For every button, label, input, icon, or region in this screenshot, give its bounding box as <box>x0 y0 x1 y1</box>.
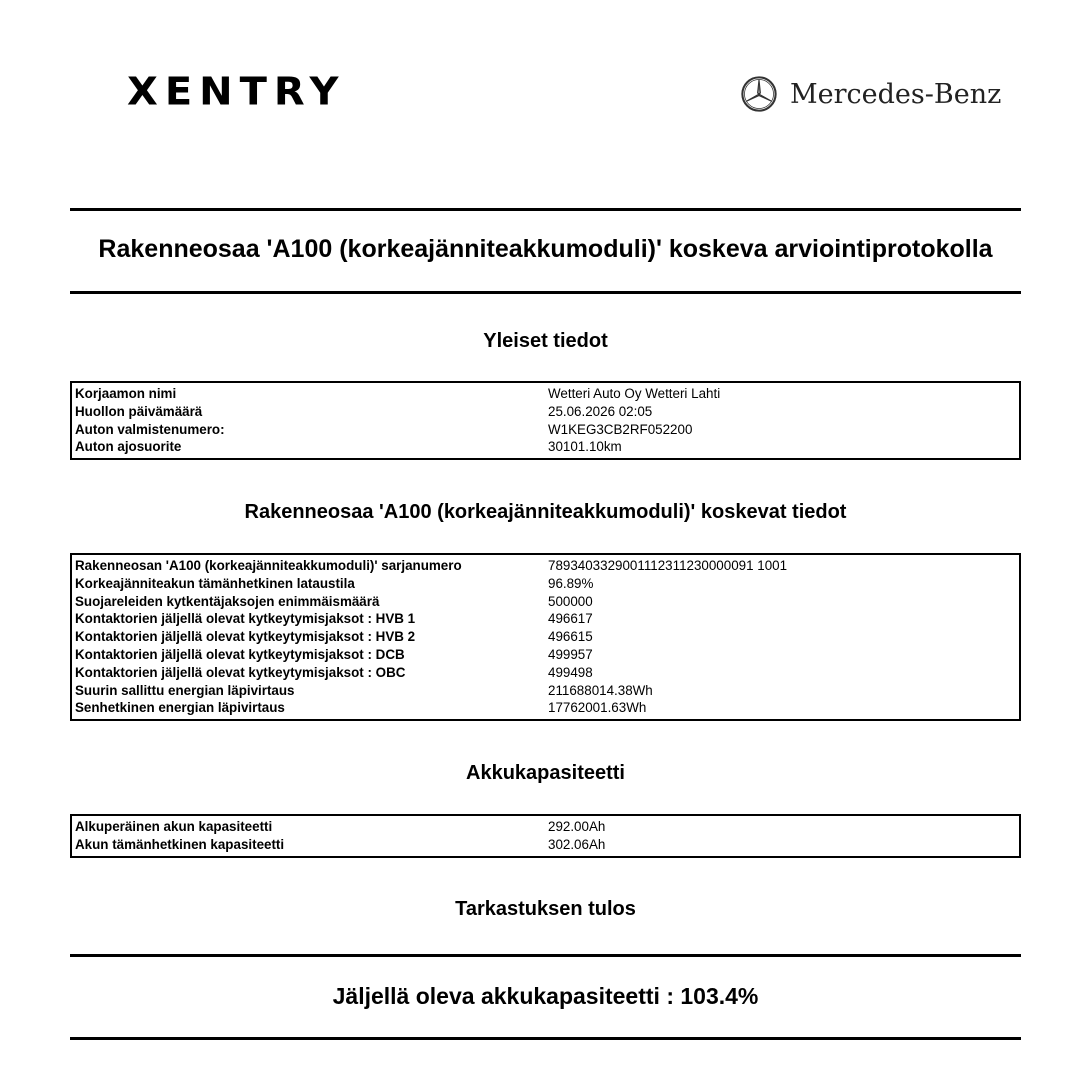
row-label: Suojareleiden kytkentäjaksojen enimmäismäärä <box>75 593 380 609</box>
row-value: 96.89% <box>548 575 594 591</box>
component-info-table <box>70 553 1021 721</box>
row-label: Rakenneosan 'A100 (korkeajänniteakkumoduli)' sarjanumero <box>75 558 462 573</box>
row-label: Korjaamon nimi <box>75 386 177 401</box>
table-row <box>72 421 1019 439</box>
row-label: Alkuperäinen akun kapasiteetti <box>75 819 273 834</box>
divider-result-bottom <box>70 1037 1021 1040</box>
section-heading-inspection: Tarkastuksen tulos <box>455 898 636 920</box>
row-value: 302.06Ah <box>548 836 606 852</box>
table-row <box>72 628 1019 646</box>
row-label: Auton valmistenumero: <box>75 421 225 437</box>
table-row <box>72 593 1019 611</box>
row-label: Huollon päivämäärä <box>75 403 203 419</box>
row-value: 292.00Ah <box>548 819 606 834</box>
table-row <box>72 403 1019 421</box>
mercedes-benz-logo <box>740 74 1001 114</box>
general-info-table <box>70 381 1021 460</box>
row-label: Korkeajänniteakun tämänhetkinen lataustila <box>75 575 355 591</box>
row-value: 499957 <box>548 646 593 662</box>
table-row <box>72 664 1019 682</box>
divider-result-top <box>70 954 1021 957</box>
section-heading-capacity: Akkukapasiteetti <box>466 762 625 784</box>
page-title: Rakenneosaa 'A100 (korkeajänniteakkumoduli)' koskeva arviointiprotokolla <box>98 235 993 263</box>
divider-title-bottom <box>70 291 1021 294</box>
capacity-table <box>70 814 1021 858</box>
table-row <box>72 385 1019 403</box>
row-label: Akun tämänhetkinen kapasiteetti <box>75 836 285 852</box>
row-label: Kontaktorien jäljellä olevat kytkeytymisjaksot : HVB 2 <box>75 629 416 645</box>
row-value: 499498 <box>548 664 593 680</box>
row-value: 7893403329001112311230000091 1001 <box>548 558 788 573</box>
table-row <box>72 646 1019 664</box>
table-row <box>72 575 1019 593</box>
row-value: 496617 <box>548 611 593 627</box>
mercedes-star-icon <box>740 75 778 113</box>
table-row <box>72 818 1019 836</box>
xentry-logo: XENTRY <box>127 70 346 114</box>
brand-name: Mercedes-Benz <box>790 78 1002 110</box>
section-heading-general: Yleiset tiedot <box>483 330 608 352</box>
row-label: Kontaktorien jäljellä olevat kytkeytymisjaksot : OBC <box>75 664 406 680</box>
row-value: 17762001.63Wh <box>548 700 647 716</box>
row-label: Kontaktorien jäljellä olevat kytkeytymisjaksot : DCB <box>75 646 405 662</box>
row-value: Wetteri Auto Oy Wetteri Lahti <box>548 386 721 401</box>
row-value: 25.06.2026 02:05 <box>548 403 653 419</box>
row-value: 496615 <box>548 629 593 645</box>
table-row <box>72 836 1019 854</box>
table-row <box>72 699 1019 717</box>
table-row <box>72 557 1019 575</box>
row-label: Auton ajosuorite <box>75 439 182 455</box>
row-value: W1KEG3CB2RF052200 <box>548 421 693 437</box>
section-heading-component: Rakenneosaa 'A100 (korkeajänniteakkumoduli)' koskevat tiedot <box>244 501 847 523</box>
table-row <box>72 610 1019 628</box>
row-label: Senhetkinen energian läpivirtaus <box>75 700 285 716</box>
row-label: Suurin sallittu energian läpivirtaus <box>75 682 295 698</box>
row-value: 500000 <box>548 593 593 609</box>
divider-top <box>70 208 1021 211</box>
row-label: Kontaktorien jäljellä olevat kytkeytymisjaksot : HVB 1 <box>75 611 416 627</box>
inspection-result: Jäljellä oleva akkukapasiteetti : 103.4% <box>332 983 759 1009</box>
table-row <box>72 682 1019 700</box>
row-value: 211688014.38Wh <box>548 682 653 698</box>
row-value: 30101.10km <box>548 439 622 455</box>
table-row <box>72 438 1019 456</box>
